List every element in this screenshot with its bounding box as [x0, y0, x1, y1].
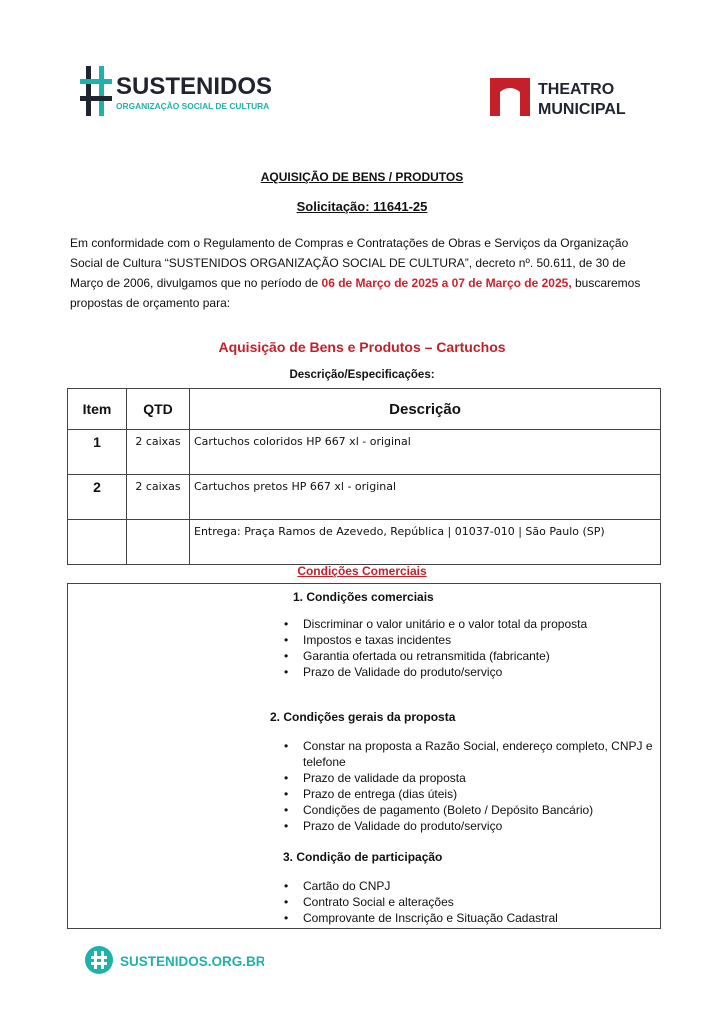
sustenidos-wordmark: SUSTENIDOS	[116, 73, 273, 100]
row-qtd: 2 caixas	[127, 430, 190, 475]
theatro-arch-icon	[488, 72, 658, 122]
row-desc: Cartuchos pretos HP 667 xl - original	[190, 475, 661, 520]
hashtag-circle-icon	[85, 946, 113, 974]
intro-period-highlight: 06 de Março de 2025 a 07 de Março de 2025,	[321, 276, 572, 290]
items-table	[67, 388, 661, 565]
row-item: 1	[68, 430, 127, 475]
footer-logo-graphic	[84, 944, 264, 978]
footer-website-text: SUSTENIDOS.ORG.BR	[120, 954, 264, 969]
table-row	[68, 430, 661, 475]
row-item	[68, 520, 127, 565]
spec-label: Descrição/Especificações:	[289, 369, 435, 381]
document-title: AQUISIÇÃO DE BENS / PRODUTOS	[260, 170, 464, 184]
conditions-heading-1: 1. Condições comerciais	[293, 590, 434, 604]
list-item: • Prazo de Validade do produto/serviço	[303, 664, 643, 680]
header-qtd: QTD	[127, 389, 190, 430]
conditions-title: Condições Comerciais	[297, 564, 427, 578]
row-desc: Entrega: Praça Ramos de Azevedo, República | 01037-010 | São Paulo (SP)	[190, 520, 661, 565]
list-item: • Prazo de validade da proposta	[303, 770, 659, 786]
list-item: • Cartão do CNPJ	[303, 878, 643, 894]
conditions-list-2	[303, 738, 659, 834]
row-desc: Cartuchos coloridos HP 667 xl - original	[190, 430, 661, 475]
row-qtd	[127, 520, 190, 565]
list-item: • Comprovante de Inscrição e Situação Cadastral	[303, 910, 643, 926]
intro-paragraph	[70, 233, 660, 313]
list-item: • Garantia ofertada ou retransmitida (fabricante)	[303, 648, 643, 664]
sustenidos-logo	[80, 62, 280, 120]
theatro-logo-line2: MUNICIPAL	[538, 101, 626, 118]
conditions-list-1	[303, 616, 643, 680]
theatro-municipal-logo	[488, 72, 658, 122]
list-item: • Discriminar o valor unitário e o valor total da proposta	[303, 616, 643, 632]
request-number: Solicitação: 11641-25	[296, 199, 428, 214]
theatro-logo-line1: THEATRO	[538, 81, 615, 98]
conditions-heading-2: 2. Condições gerais da proposta	[270, 710, 456, 724]
conditions-box	[67, 583, 661, 929]
row-qtd: 2 caixas	[127, 475, 190, 520]
list-item: • Impostos e taxas incidentes	[303, 632, 643, 648]
list-item: • Prazo de entrega (dias úteis)	[303, 786, 659, 802]
list-item: • Condições de pagamento (Boleto / Depósito Bancário)	[303, 802, 659, 818]
hashtag-logo-icon	[80, 62, 280, 120]
sustenidos-tagline: ORGANIZAÇÃO SOCIAL DE CULTURA	[116, 101, 270, 111]
section-title: Aquisição de Bens e Produtos – Cartuchos	[218, 339, 506, 355]
conditions-list-3	[303, 878, 643, 926]
header-item: Item	[68, 389, 127, 430]
list-item: • Prazo de Validade do produto/serviço	[303, 818, 659, 834]
intro-text-start: Em conformidade com o Regulamento de Compras e Contratações de Obras e Serviços da Organização Social de Cultura “SUSTENIDOS ORGANIZAÇÃO SOCIAL DE CULTURA”, decreto nº. 50.611, de 30 de Março de 2006, divulgamos que no período de	[70, 236, 629, 290]
table-row	[68, 475, 661, 520]
list-item: • Contrato Social e alterações	[303, 894, 643, 910]
table-header-row	[68, 389, 661, 430]
header-desc: Descrição	[190, 389, 661, 430]
footer-website-logo	[84, 944, 264, 978]
table-row	[68, 520, 661, 565]
conditions-heading-3: 3. Condição de participação	[283, 850, 443, 864]
intro-text-end: buscaremos propostas de orçamento para:	[70, 276, 641, 310]
list-item: • Constar na proposta a Razão Social, endereço completo, CNPJ e telefone	[303, 738, 659, 770]
row-item: 2	[68, 475, 127, 520]
